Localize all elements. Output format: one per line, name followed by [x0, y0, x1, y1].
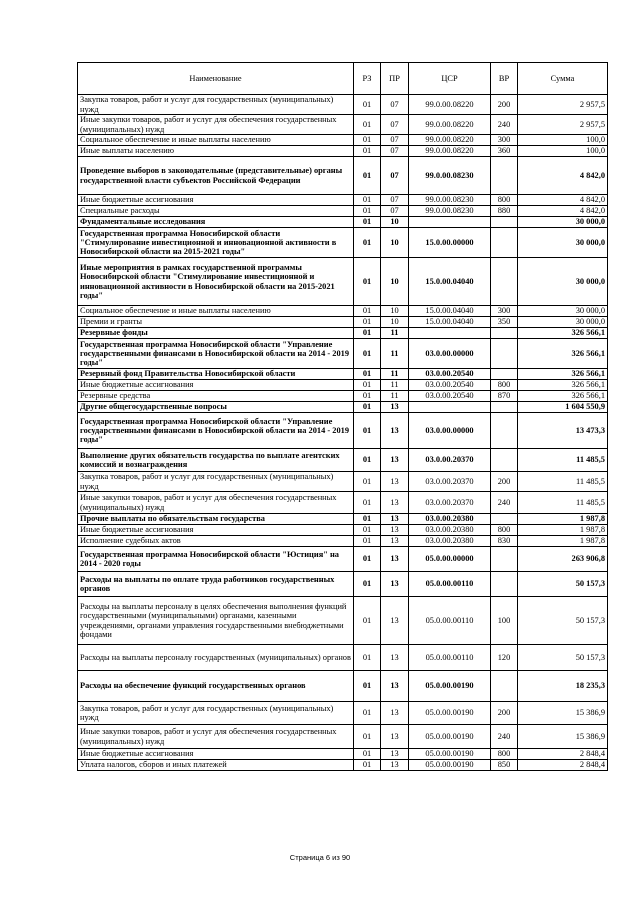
table-row: [78, 380, 608, 391]
cell-pr: 13: [381, 760, 409, 771]
cell-sum: 11 485,5: [518, 492, 608, 514]
cell-rz: 01: [354, 760, 381, 771]
cell-name: Резервный фонд Правительства Новосибирской области: [78, 369, 354, 380]
cell-vr: 240: [491, 725, 518, 749]
cell-sum: 326 566,1: [518, 391, 608, 402]
table-row: [78, 514, 608, 525]
cell-csr: 05.0.00.00190: [409, 749, 491, 760]
table-row: [78, 317, 608, 328]
cell-pr: 11: [381, 369, 409, 380]
cell-vr: [491, 228, 518, 258]
cell-csr: 99.0.00.08230: [409, 157, 491, 195]
table-header-row: [78, 63, 608, 95]
cell-pr: 11: [381, 339, 409, 369]
cell-sum: 2 848,4: [518, 760, 608, 771]
cell-vr: [491, 514, 518, 525]
cell-vr: 350: [491, 317, 518, 328]
cell-name: Расходы на выплаты по оплате труда работников государственных органов: [78, 572, 354, 597]
cell-csr: [409, 328, 491, 339]
cell-rz: 01: [354, 525, 381, 536]
table-row: [78, 339, 608, 369]
cell-name: Выполнение других обязательств государства по выплате агентских комиссий и вознаграждения: [78, 449, 354, 472]
table-row: [78, 135, 608, 146]
cell-pr: 13: [381, 536, 409, 547]
cell-vr: 880: [491, 206, 518, 217]
cell-name: Расходы на обеспечение функций государственных органов: [78, 671, 354, 702]
cell-pr: 10: [381, 317, 409, 328]
budget-table: [77, 62, 608, 771]
table-row: [78, 449, 608, 472]
cell-rz: 01: [354, 492, 381, 514]
cell-vr: [491, 413, 518, 449]
table-row: [78, 217, 608, 228]
cell-name: Государственная программа Новосибирской области "Управление государственными финансами в Новосибирской области на 2014 - 2019 годы": [78, 339, 354, 369]
cell-sum: 11 485,5: [518, 449, 608, 472]
cell-sum: 50 157,3: [518, 597, 608, 645]
cell-vr: [491, 217, 518, 228]
table-row: [78, 228, 608, 258]
cell-vr: [491, 671, 518, 702]
cell-sum: 326 566,1: [518, 328, 608, 339]
cell-name: Социальное обеспечение и иные выплаты населению: [78, 306, 354, 317]
table-row: [78, 206, 608, 217]
cell-vr: 830: [491, 536, 518, 547]
cell-name: Резервные фонды: [78, 328, 354, 339]
cell-sum: 326 566,1: [518, 339, 608, 369]
cell-vr: 300: [491, 135, 518, 146]
table-row: [78, 671, 608, 702]
cell-sum: 2 848,4: [518, 749, 608, 760]
cell-csr: 03.0.00.20370: [409, 449, 491, 472]
table-row: [78, 369, 608, 380]
cell-rz: 01: [354, 339, 381, 369]
cell-sum: 50 157,3: [518, 572, 608, 597]
cell-csr: 99.0.00.08230: [409, 206, 491, 217]
cell-name: Иные бюджетные ассигнования: [78, 525, 354, 536]
table-row: [78, 492, 608, 514]
cell-csr: 03.0.00.20380: [409, 536, 491, 547]
cell-sum: 4 842,0: [518, 206, 608, 217]
cell-name: Иные мероприятия в рамках государственной программы Новосибирской области "Стимулирование инвестиционной и инновационной активности в Новосибирской области на 2015-2021 годы": [78, 258, 354, 306]
cell-csr: 03.0.00.00000: [409, 339, 491, 369]
cell-pr: 13: [381, 702, 409, 725]
cell-rz: 01: [354, 402, 381, 413]
cell-rz: 01: [354, 135, 381, 146]
cell-rz: 01: [354, 328, 381, 339]
table-row: [78, 760, 608, 771]
cell-pr: 13: [381, 402, 409, 413]
cell-csr: 15.0.00.04040: [409, 306, 491, 317]
cell-vr: 300: [491, 306, 518, 317]
cell-name: Расходы на выплаты персоналу государственных (муниципальных) органов: [78, 645, 354, 671]
cell-rz: 01: [354, 258, 381, 306]
cell-csr: 05.0.00.00110: [409, 572, 491, 597]
cell-name: Иные закупки товаров, работ и услуг для обеспечения государственных (муниципальных) нужд: [78, 115, 354, 135]
cell-pr: 13: [381, 597, 409, 645]
cell-pr: 10: [381, 217, 409, 228]
table-row: [78, 402, 608, 413]
cell-pr: 13: [381, 572, 409, 597]
cell-name: Иные выплаты населению: [78, 146, 354, 157]
cell-csr: 03.0.00.00000: [409, 413, 491, 449]
cell-name: Иные закупки товаров, работ и услуг для обеспечения государственных (муниципальных) нужд: [78, 725, 354, 749]
cell-pr: 13: [381, 492, 409, 514]
cell-name: Иные бюджетные ассигнования: [78, 380, 354, 391]
cell-csr: [409, 217, 491, 228]
cell-sum: 50 157,3: [518, 645, 608, 671]
cell-rz: 01: [354, 228, 381, 258]
cell-name: Закупка товаров, работ и услуг для государственных (муниципальных) нужд: [78, 95, 354, 115]
cell-vr: 200: [491, 95, 518, 115]
cell-rz: 01: [354, 195, 381, 206]
cell-sum: 2 957,5: [518, 115, 608, 135]
cell-sum: 30 000,0: [518, 306, 608, 317]
table-row: [78, 472, 608, 492]
table-row: [78, 536, 608, 547]
cell-vr: 850: [491, 760, 518, 771]
table-row: [78, 306, 608, 317]
cell-csr: 99.0.00.08220: [409, 146, 491, 157]
cell-name: Исполнение судебных актов: [78, 536, 354, 547]
table-row: [78, 115, 608, 135]
cell-pr: 11: [381, 328, 409, 339]
cell-rz: 01: [354, 115, 381, 135]
cell-csr: 05.0.00.00110: [409, 597, 491, 645]
cell-vr: [491, 157, 518, 195]
cell-sum: 1 987,8: [518, 514, 608, 525]
cell-csr: 99.0.00.08220: [409, 95, 491, 115]
cell-pr: 13: [381, 645, 409, 671]
cell-vr: [491, 547, 518, 572]
cell-vr: [491, 339, 518, 369]
cell-vr: [491, 328, 518, 339]
header-rz: РЗ: [354, 63, 381, 95]
cell-csr: 03.0.00.20540: [409, 369, 491, 380]
cell-pr: 13: [381, 547, 409, 572]
cell-name: Социальное обеспечение и иные выплаты населению: [78, 135, 354, 146]
table-row: [78, 547, 608, 572]
cell-pr: 13: [381, 413, 409, 449]
cell-name: Проведение выборов в законодательные (представительные) органы государственной власти субъектов Российской Федерации: [78, 157, 354, 195]
cell-csr: 03.0.00.20380: [409, 514, 491, 525]
cell-csr: 99.0.00.08230: [409, 195, 491, 206]
cell-rz: 01: [354, 95, 381, 115]
cell-sum: 30 000,0: [518, 317, 608, 328]
table-row: [78, 258, 608, 306]
cell-rz: 01: [354, 217, 381, 228]
cell-rz: 01: [354, 725, 381, 749]
cell-sum: 326 566,1: [518, 369, 608, 380]
table-row: [78, 195, 608, 206]
cell-name: Закупка товаров, работ и услуг для государственных (муниципальных) нужд: [78, 702, 354, 725]
cell-pr: 10: [381, 228, 409, 258]
cell-csr: 05.0.00.00190: [409, 702, 491, 725]
header-pr: ПР: [381, 63, 409, 95]
cell-rz: 01: [354, 317, 381, 328]
cell-vr: 870: [491, 391, 518, 402]
cell-csr: 03.0.00.20380: [409, 525, 491, 536]
cell-vr: 800: [491, 749, 518, 760]
cell-csr: 05.0.00.00190: [409, 725, 491, 749]
cell-sum: 100,0: [518, 146, 608, 157]
cell-vr: [491, 572, 518, 597]
cell-pr: 13: [381, 472, 409, 492]
cell-pr: 11: [381, 391, 409, 402]
cell-name: Премии и гранты: [78, 317, 354, 328]
cell-vr: [491, 402, 518, 413]
table-row: [78, 572, 608, 597]
cell-name: Закупка товаров, работ и услуг для государственных (муниципальных) нужд: [78, 472, 354, 492]
cell-sum: 4 842,0: [518, 195, 608, 206]
page-footer: Страница 6 из 90: [289, 853, 351, 862]
header-sum: Сумма: [518, 63, 608, 95]
cell-pr: 10: [381, 258, 409, 306]
cell-pr: 10: [381, 306, 409, 317]
cell-pr: 07: [381, 157, 409, 195]
cell-vr: 200: [491, 472, 518, 492]
table-row: [78, 95, 608, 115]
cell-rz: 01: [354, 413, 381, 449]
cell-vr: [491, 449, 518, 472]
cell-rz: 01: [354, 536, 381, 547]
table-row: [78, 645, 608, 671]
cell-rz: 01: [354, 306, 381, 317]
cell-rz: 01: [354, 597, 381, 645]
table-row: [78, 597, 608, 645]
cell-name: Государственная программа Новосибирской области "Управление государственными финансами в Новосибирской области на 2014 - 2019 годы": [78, 413, 354, 449]
cell-name: Расходы на выплаты персоналу в целях обеспечения выполнения функций государственными (муниципальными) органами, казенными учреждениями, органами управления государственными внебюджетными фондами: [78, 597, 354, 645]
header-name: Наименование: [78, 63, 354, 95]
cell-pr: 07: [381, 206, 409, 217]
cell-pr: 07: [381, 115, 409, 135]
cell-csr: 03.0.00.20540: [409, 380, 491, 391]
cell-name: Прочие выплаты по обязательствам государства: [78, 514, 354, 525]
cell-csr: [409, 402, 491, 413]
cell-pr: 13: [381, 671, 409, 702]
cell-name: Резервные средства: [78, 391, 354, 402]
cell-vr: 800: [491, 195, 518, 206]
cell-sum: 100,0: [518, 135, 608, 146]
cell-rz: 01: [354, 702, 381, 725]
cell-rz: 01: [354, 146, 381, 157]
cell-rz: 01: [354, 671, 381, 702]
cell-name: Государственная программа Новосибирской области "Юстиция" на 2014 - 2020 годы: [78, 547, 354, 572]
cell-sum: 15 386,9: [518, 725, 608, 749]
cell-csr: 15.0.00.00000: [409, 228, 491, 258]
header-csr: ЦСР: [409, 63, 491, 95]
cell-sum: 326 566,1: [518, 380, 608, 391]
cell-sum: 18 235,3: [518, 671, 608, 702]
cell-csr: 15.0.00.04040: [409, 258, 491, 306]
cell-rz: 01: [354, 369, 381, 380]
cell-vr: 240: [491, 492, 518, 514]
cell-rz: 01: [354, 449, 381, 472]
table-row: [78, 725, 608, 749]
cell-vr: 800: [491, 380, 518, 391]
cell-sum: 1 987,8: [518, 536, 608, 547]
table-row: [78, 525, 608, 536]
cell-csr: 05.0.00.00190: [409, 671, 491, 702]
cell-vr: 240: [491, 115, 518, 135]
cell-csr: 03.0.00.20540: [409, 391, 491, 402]
cell-vr: [491, 369, 518, 380]
cell-vr: 800: [491, 525, 518, 536]
cell-csr: 05.0.00.00000: [409, 547, 491, 572]
table-row: [78, 391, 608, 402]
cell-sum: 30 000,0: [518, 228, 608, 258]
cell-sum: 4 842,0: [518, 157, 608, 195]
cell-pr: 13: [381, 525, 409, 536]
cell-pr: 07: [381, 195, 409, 206]
cell-name: Специальные расходы: [78, 206, 354, 217]
cell-name: Фундаментальные исследования: [78, 217, 354, 228]
cell-rz: 01: [354, 645, 381, 671]
cell-sum: 11 485,5: [518, 472, 608, 492]
cell-rz: 01: [354, 547, 381, 572]
cell-rz: 01: [354, 206, 381, 217]
cell-name: Уплата налогов, сборов и иных платежей: [78, 760, 354, 771]
cell-sum: 1 604 550,9: [518, 402, 608, 413]
cell-pr: 07: [381, 146, 409, 157]
cell-rz: 01: [354, 749, 381, 760]
table-row: [78, 157, 608, 195]
cell-rz: 01: [354, 380, 381, 391]
cell-vr: [491, 258, 518, 306]
header-vr: ВР: [491, 63, 518, 95]
cell-sum: 13 473,3: [518, 413, 608, 449]
cell-csr: 03.0.00.20370: [409, 472, 491, 492]
cell-pr: 13: [381, 725, 409, 749]
cell-pr: 13: [381, 514, 409, 525]
table-row: [78, 749, 608, 760]
cell-csr: 05.0.00.00190: [409, 760, 491, 771]
table-row: [78, 702, 608, 725]
cell-rz: 01: [354, 514, 381, 525]
cell-pr: 13: [381, 449, 409, 472]
cell-sum: 263 906,8: [518, 547, 608, 572]
table-row: [78, 328, 608, 339]
cell-vr: 360: [491, 146, 518, 157]
cell-csr: 15.0.00.04040: [409, 317, 491, 328]
cell-vr: 100: [491, 597, 518, 645]
cell-csr: 03.0.00.20370: [409, 492, 491, 514]
cell-csr: 05.0.00.00110: [409, 645, 491, 671]
cell-vr: 120: [491, 645, 518, 671]
cell-csr: 99.0.00.08220: [409, 115, 491, 135]
cell-sum: 2 957,5: [518, 95, 608, 115]
table-body: [78, 95, 608, 771]
cell-pr: 07: [381, 135, 409, 146]
cell-rz: 01: [354, 157, 381, 195]
cell-pr: 07: [381, 95, 409, 115]
cell-sum: 15 386,9: [518, 702, 608, 725]
cell-name: Иные бюджетные ассигнования: [78, 749, 354, 760]
cell-name: Иные бюджетные ассигнования: [78, 195, 354, 206]
cell-name: Другие общегосударственные вопросы: [78, 402, 354, 413]
cell-csr: 99.0.00.08220: [409, 135, 491, 146]
cell-rz: 01: [354, 391, 381, 402]
cell-sum: 30 000,0: [518, 217, 608, 228]
cell-vr: 200: [491, 702, 518, 725]
cell-name: Государственная программа Новосибирской области "Стимулирование инвестиционной и инновационной активности в Новосибирской области на 2015-2021 годы": [78, 228, 354, 258]
cell-pr: 11: [381, 380, 409, 391]
cell-name: Иные закупки товаров, работ и услуг для обеспечения государственных (муниципальных) нужд: [78, 492, 354, 514]
table-row: [78, 146, 608, 157]
cell-rz: 01: [354, 572, 381, 597]
cell-rz: 01: [354, 472, 381, 492]
cell-sum: 30 000,0: [518, 258, 608, 306]
table-row: [78, 413, 608, 449]
cell-sum: 1 987,8: [518, 525, 608, 536]
cell-pr: 13: [381, 749, 409, 760]
